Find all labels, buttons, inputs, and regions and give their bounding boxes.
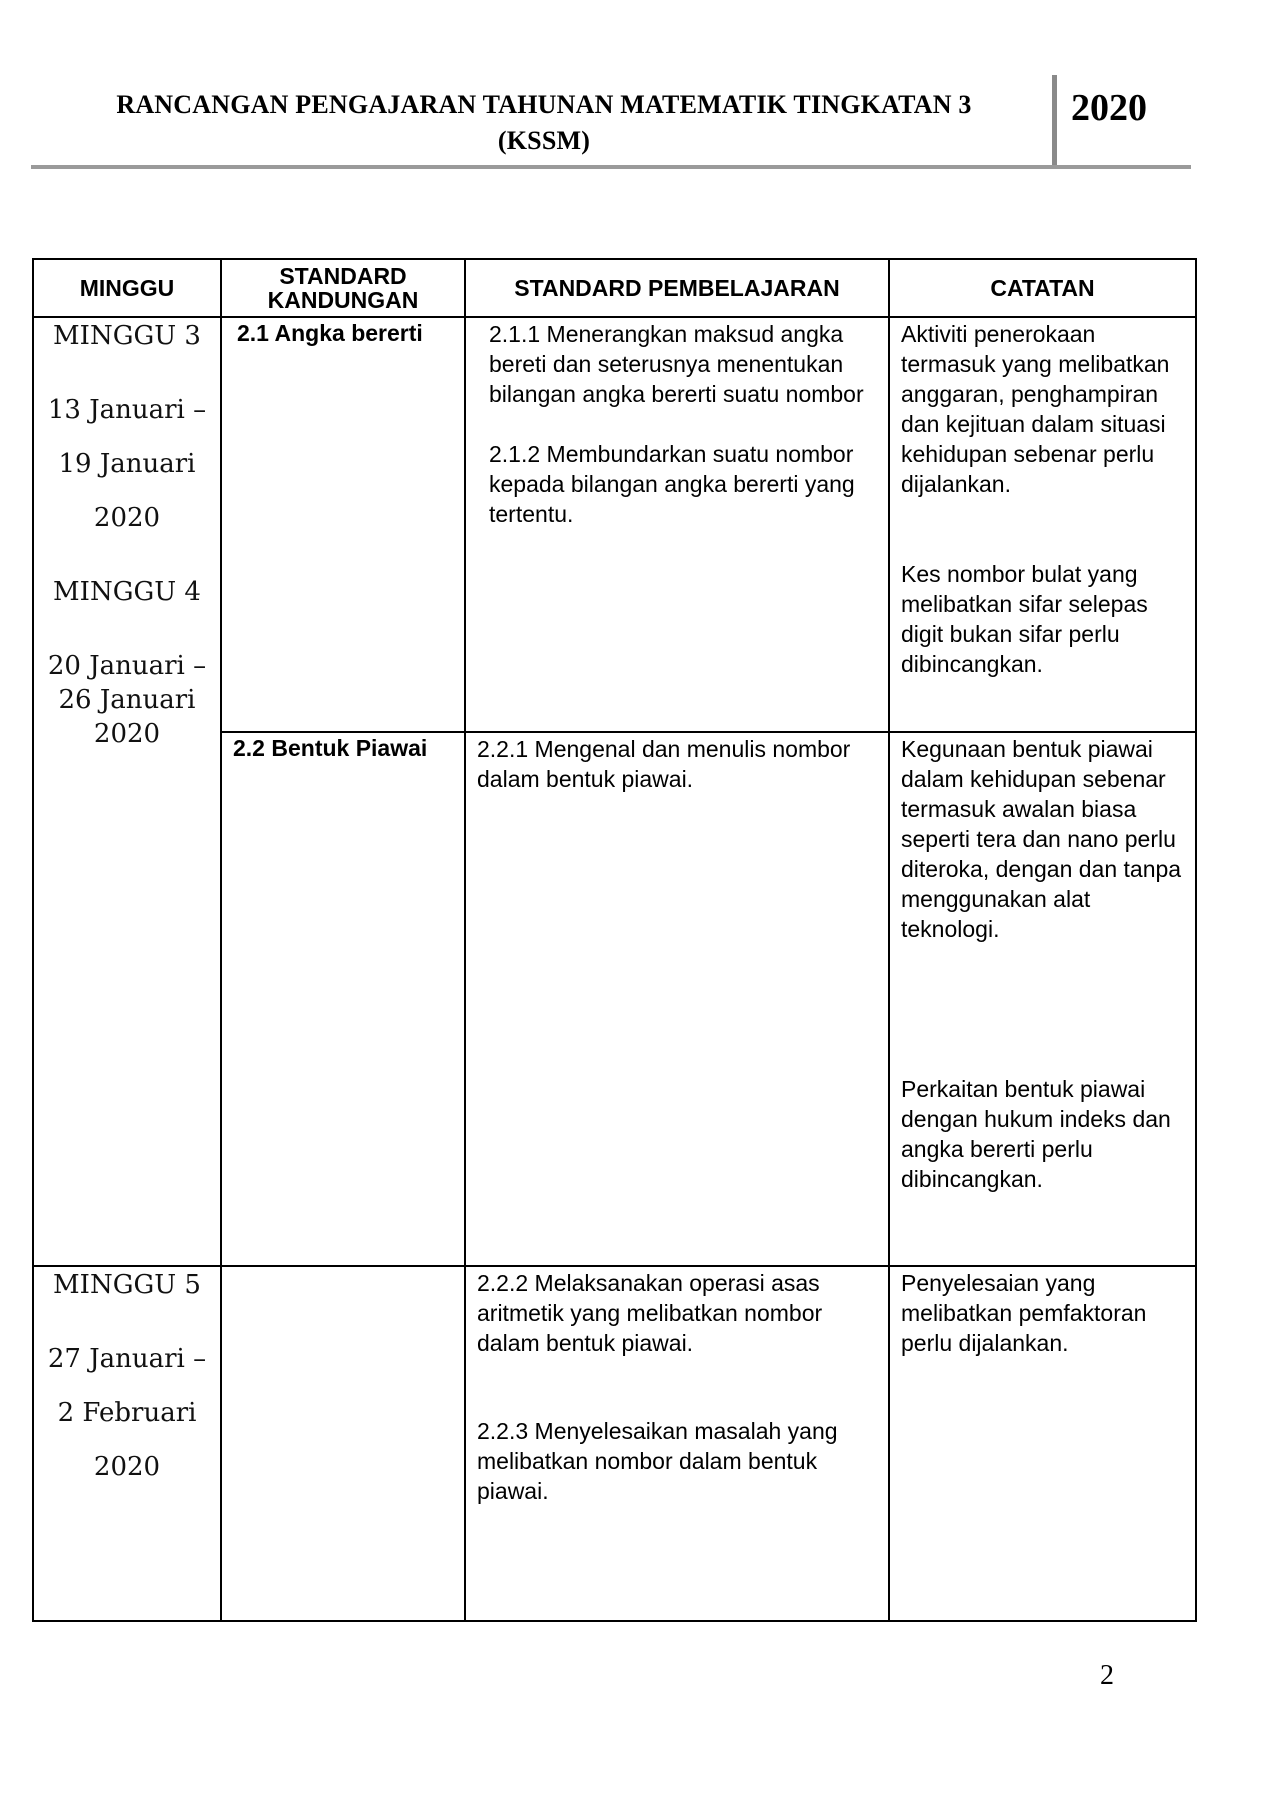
table-header-row (33, 259, 1196, 317)
note-paragraph: Kes nombor bulat yang melibatkan sifar selepas digit bukan sifar perlu dibincangkan. (901, 561, 1148, 677)
week-date-end: 26 Januari (58, 685, 196, 715)
week-date-start: 13 Januari – (47, 395, 207, 425)
standard-pembelajaran-cell (465, 1266, 889, 1621)
catatan-cell (889, 317, 1196, 732)
standard-kandungan-cell (221, 1266, 465, 1621)
title-line-1: RANCANGAN PENGAJARAN TAHUNAN MATEMATIK TINGKATAN 3 (116, 90, 972, 119)
document-header (31, 75, 1191, 169)
title-line-2: (KSSM) (497, 126, 591, 155)
week-cell-3-4 (33, 317, 221, 1266)
learning-standard-2-1-2: 2.1.2 Membundarkan suatu nombor kepada bilangan angka bererti yang tertentu. (489, 441, 855, 527)
note-paragraph: Penyelesaian yang melibatkan pemfaktoran perlu dijalankan. (901, 1270, 1147, 1356)
header-standard-pembelajaran: STANDARD PEMBELAJARAN (465, 259, 889, 317)
document-year: 2020 (1071, 87, 1147, 129)
standard-kandungan-2-2: 2.2 Bentuk Piawai (233, 735, 428, 761)
document-title (31, 87, 1057, 159)
standard-kandungan-cell (221, 732, 465, 1266)
header-catatan: CATATAN (889, 259, 1196, 317)
learning-standard-2-1-1: 2.1.1 Menerangkan maksud angka bereti dan seterusnya menentukan bilangan angka bererti suatu nombor (489, 321, 864, 407)
table-row (33, 1266, 1196, 1621)
header-minggu: MINGGU (33, 259, 221, 317)
standard-kandungan-2-1: 2.1 Angka bererti (237, 320, 423, 346)
week-date-start: 27 Januari – (47, 1344, 207, 1374)
header-divider (1052, 75, 1057, 165)
page-number: 2 (1100, 1660, 1114, 1691)
week-date-start: 20 Januari – (47, 651, 207, 681)
week-date-end: 19 Januari (58, 449, 196, 479)
header-standard-kandungan-line1: STANDARD (279, 263, 407, 289)
header-standard-kandungan (221, 259, 465, 317)
table-row (33, 317, 1196, 732)
week-label: MINGGU 4 (53, 577, 201, 607)
standard-pembelajaran-cell (465, 317, 889, 732)
learning-standard-2-2-3: 2.2.3 Menyelesaikan masalah yang melibatkan nombor dalam bentuk piawai. (477, 1418, 838, 1504)
week-year: 2020 (93, 1452, 161, 1482)
standard-pembelajaran-cell (465, 732, 889, 1266)
week-label: MINGGU 3 (53, 321, 201, 351)
week-date-end: 2 Februari (57, 1398, 197, 1428)
learning-standard-2-2-1: 2.2.1 Mengenal dan menulis nombor dalam bentuk piawai. (477, 736, 851, 792)
week-year: 2020 (93, 503, 161, 533)
catatan-cell (889, 732, 1196, 1266)
week-label: MINGGU 5 (53, 1270, 201, 1300)
lesson-plan-table (32, 258, 1197, 1622)
week-year: 2020 (93, 719, 161, 749)
note-paragraph: Aktiviti penerokaan termasuk yang melibatkan anggaran, penghampiran dan kejituan dalam situasi kehidupan sebenar perlu dijalankan. (901, 321, 1170, 497)
week-cell-5 (33, 1266, 221, 1621)
note-paragraph: Perkaitan bentuk piawai dengan hukum indeks dan angka bererti perlu dibincangkan. (901, 1076, 1171, 1192)
standard-kandungan-cell (221, 317, 465, 732)
header-standard-kandungan-line2: KANDUNGAN (267, 287, 419, 313)
learning-standard-2-2-2: 2.2.2 Melaksanakan operasi asas aritmetik yang melibatkan nombor dalam bentuk piawai. (477, 1270, 823, 1356)
note-paragraph: Kegunaan bentuk piawai dalam kehidupan sebenar termasuk awalan biasa seperti tera dan nano perlu diteroka, dengan dan tanpa menggunakan alat teknologi. (901, 736, 1182, 942)
catatan-cell (889, 1266, 1196, 1621)
